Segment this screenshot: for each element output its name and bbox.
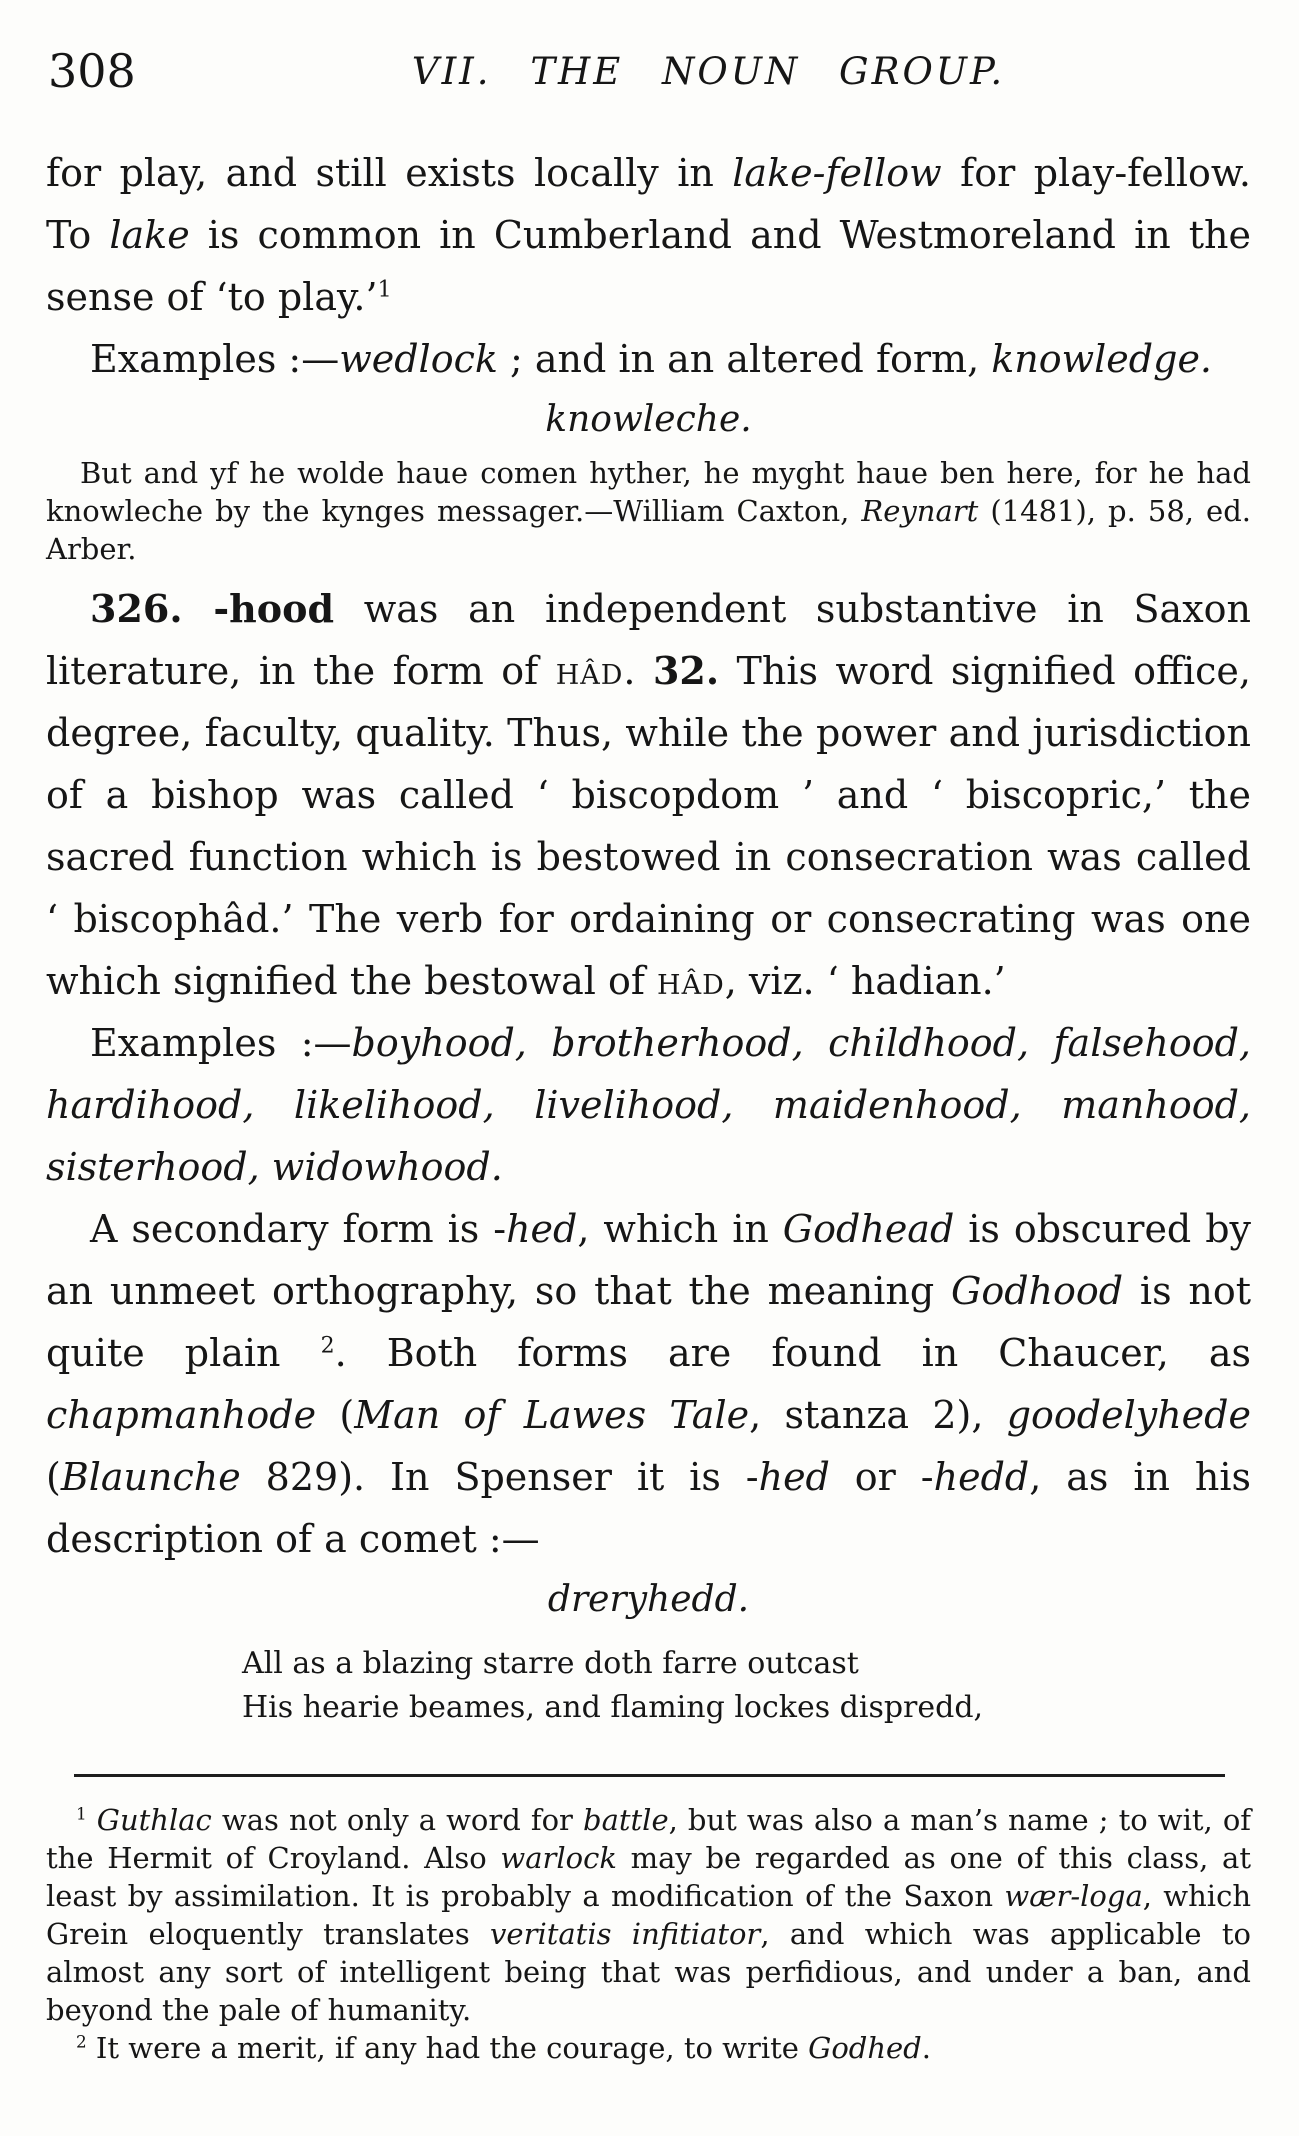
- text-run: for play-fellow. To: [46, 151, 1251, 257]
- text-run: . Both forms are found in Chaucer, as: [334, 1331, 1251, 1375]
- text-run: 32.: [652, 648, 720, 693]
- text-run: was an independent substantive in Saxon literature, in the form of: [46, 587, 1251, 693]
- text-run: But and yf he wolde haue comen hyther, he myght haue ben here, for he had knowleche by the kynges messager.—William Caxton,: [46, 456, 1251, 528]
- text-run: Man of Lawes Tale: [354, 1393, 750, 1437]
- text-run: warlock: [500, 1841, 617, 1875]
- text-run: , which Grein eloquently translates: [46, 1879, 1251, 1951]
- text-run: , as in his description of a comet :—: [46, 1455, 1251, 1561]
- footnote-marker: 1: [76, 1803, 87, 1824]
- text-run: goodelyhede: [1006, 1393, 1251, 1437]
- text-run: is common in Cumberland and Westmoreland in the sense of ‘to play.’: [46, 213, 1251, 319]
- verse-line: [242, 1642, 1251, 1686]
- text-run: wedlock: [339, 337, 498, 381]
- text-run: Reynart: [861, 494, 979, 528]
- footnote: [46, 1801, 1251, 2029]
- text-run: Examples :—: [90, 1021, 352, 1065]
- text-run: is not quite plain: [46, 1269, 1251, 1375]
- page-number: 308: [48, 44, 136, 98]
- running-title: VII. THE NOUN GROUP.: [411, 50, 1006, 93]
- text-run: , and which was applicable to almost any sort of intelligent being that was perfidious, and under a ban, and beyond the pale of humanity.: [46, 1917, 1251, 2027]
- text-run: may be regarded as one of this class, at least by assimilation. It is probably a modification of the Saxon: [46, 1841, 1251, 1913]
- text-run: boyhood, brotherhood, childhood, falsehood, hardihood, likelihood, livelihood, maidenhood, manhood, sisterhood, widowhood.: [46, 1021, 1251, 1189]
- text-run: , which in: [577, 1207, 783, 1251]
- footnote: [46, 2029, 1251, 2067]
- text-run: All as a blazing starre doth farre outcast: [242, 1646, 859, 1681]
- text-run: (1481), p. 58, ed. Arber.: [46, 494, 1252, 566]
- text-run: knowledge.: [991, 337, 1213, 381]
- text-run: 829). In Spenser it is -: [240, 1455, 759, 1499]
- text-run: lake-fellow: [732, 151, 942, 195]
- body-paragraph: [46, 328, 1251, 390]
- text-run: wær-loga: [1004, 1879, 1143, 1913]
- verse-block: [242, 1642, 1251, 1730]
- text-run: Examples :—: [90, 337, 340, 381]
- footnote-marker: 2: [76, 2031, 87, 2052]
- text-run: .: [623, 649, 653, 693]
- text-run: Godhood: [950, 1269, 1124, 1313]
- text-run: 326. -hood: [90, 586, 335, 631]
- text-run: or -: [829, 1455, 934, 1499]
- text-run: chapmanhode: [46, 1393, 317, 1437]
- verse-line: [242, 1686, 1251, 1730]
- text-run: Blaunche: [60, 1455, 241, 1499]
- text-run: hed: [758, 1455, 830, 1499]
- text-run: Guthlac: [96, 1803, 212, 1837]
- text-run: battle: [583, 1803, 669, 1837]
- footnote-marker: 2: [320, 1333, 335, 1359]
- body-paragraph: [46, 578, 1251, 1012]
- text-run: hed: [506, 1207, 578, 1251]
- text-run: , stanza 2),: [749, 1393, 1007, 1437]
- text-run: , viz. ‘ hadian.’: [724, 959, 1006, 1003]
- body-paragraph: [46, 142, 1251, 328]
- footnote-rule: [74, 1774, 1225, 1777]
- text-run: was not only a word for: [211, 1803, 584, 1837]
- text-run: dreryhedd.: [547, 1579, 750, 1620]
- text-run: (: [46, 1455, 61, 1499]
- text-run: , but was also a man’s name ; to wit, of the Hermit of Croyland. Also: [46, 1803, 1252, 1875]
- text-run: ; and in an altered form,: [497, 337, 992, 381]
- text-run: .: [921, 2031, 931, 2065]
- text-run: This word signified office, degree, faculty, quality. Thus, while the power and jurisdiction of a bishop was called ‘ biscopdom ’ and ‘ biscopric,’ the sacred function which is bestowed in consecration was called ‘ biscophâd.’ The verb for ordaining or consecrating was one which signified the bestowal of: [46, 649, 1251, 1003]
- text-run: for play, and still exists locally in: [46, 151, 733, 195]
- text-run: is obscured by an unmeet orthography, so that the meaning: [46, 1207, 1251, 1313]
- section-heading: [46, 1572, 1251, 1628]
- text-run: hâd: [555, 649, 624, 693]
- text-run: A secondary form is -: [90, 1207, 507, 1251]
- body-paragraph: [46, 1198, 1251, 1570]
- text-run: hâd: [657, 959, 725, 1003]
- page-header: [46, 42, 1251, 108]
- section-heading: [46, 392, 1251, 448]
- text-run: hedd: [933, 1455, 1030, 1499]
- text-run: It were a merit, if any had the courage, to write: [86, 2031, 809, 2065]
- quote-block: [46, 454, 1251, 568]
- body-paragraph: [46, 1012, 1251, 1198]
- text-run: veritatis infitiator: [490, 1917, 761, 1951]
- text-run: lake: [109, 213, 190, 257]
- text-run: His hearie beames, and flaming lockes dispredd,: [242, 1690, 984, 1725]
- text-run: [87, 1803, 97, 1837]
- text-run: Godhead: [782, 1207, 955, 1251]
- text-run: (: [316, 1393, 355, 1437]
- page-body: [46, 142, 1251, 2067]
- text-run: Godhed: [808, 2031, 922, 2065]
- footnote-marker: 1: [377, 277, 392, 303]
- text-run: knowleche.: [545, 399, 752, 440]
